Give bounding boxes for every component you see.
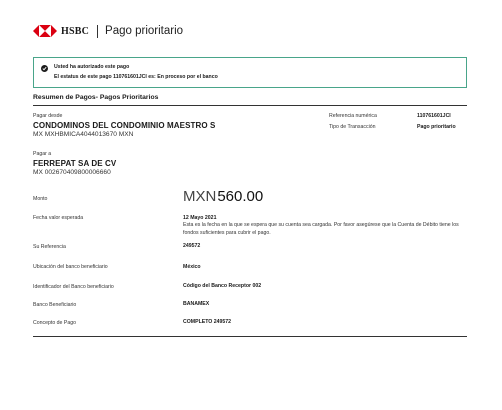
transaction-type-label: Tipo de Transacción xyxy=(329,124,376,130)
payer-label: Pagar desde xyxy=(33,113,63,119)
payee-label: Pagar a xyxy=(33,151,52,157)
bank-location-label: Ubicación del banco beneficiario xyxy=(33,264,108,270)
bank-id-label: Identificador del Banco beneficiario xyxy=(33,284,114,290)
page-header xyxy=(33,22,183,40)
payee-name: FERREPAT SA DE CV xyxy=(33,159,117,168)
amount-display xyxy=(183,188,263,205)
hsbc-hexagon-icon xyxy=(33,25,57,37)
notice-status-text: El estatus de este pago 110761601JCI es: En proceso por el banco xyxy=(54,74,218,80)
bottom-divider xyxy=(33,336,467,337)
notice-title: Usted ha autorizado este pago xyxy=(54,64,130,70)
beneficiary-bank-value: BANAMEX xyxy=(183,301,210,307)
payment-status-notice xyxy=(33,57,467,88)
page-title: Pago prioritario xyxy=(105,25,184,37)
amount-label: Monto xyxy=(33,196,48,202)
payment-concept-label: Concepto de Pago xyxy=(33,320,76,326)
payer-name: CONDOMINOS DEL CONDOMINIO MAESTRO S xyxy=(33,121,216,130)
payer-account: MX MXHBMICA4044013670 MXN xyxy=(33,131,134,138)
value-date-label: Fecha valor esperada xyxy=(33,215,84,221)
value-date: 12 Mayo 2021 xyxy=(183,215,217,221)
payment-concept-value: COMPLETO 249572 xyxy=(183,319,232,325)
hsbc-logo[interactable] xyxy=(33,25,89,37)
transaction-type-value: Pago prioritario xyxy=(417,124,456,130)
payee-account: MX 002670409800006660 xyxy=(33,169,111,176)
reference-value: 110761601JCI xyxy=(417,113,451,119)
bank-id-value: Código del Banco Receptor 002 xyxy=(183,283,262,289)
value-date-note: Esta es la fecha en la que se espera que su cuenta sea cargada. Por favor asegúrese que la Cuenta de Débito tiene los fondos suficientes para cubrir el pago. xyxy=(183,222,459,236)
bank-location-value: México xyxy=(183,264,201,270)
brand-name: HSBC xyxy=(61,25,90,37)
section-divider xyxy=(33,105,467,106)
amount-value: 560.00 xyxy=(217,188,264,205)
your-reference-value: 249572 xyxy=(183,243,201,249)
section-title: Resumen de Pagos- Pagos Prioritarios xyxy=(33,94,159,101)
reference-label: Referencia numérica xyxy=(329,113,377,119)
amount-currency: MXN xyxy=(183,188,217,205)
your-reference-label: Su Referencia xyxy=(33,244,66,250)
beneficiary-bank-label: Banco Beneficiario xyxy=(33,302,77,308)
header-divider xyxy=(97,25,98,38)
check-circle-icon xyxy=(41,65,48,72)
